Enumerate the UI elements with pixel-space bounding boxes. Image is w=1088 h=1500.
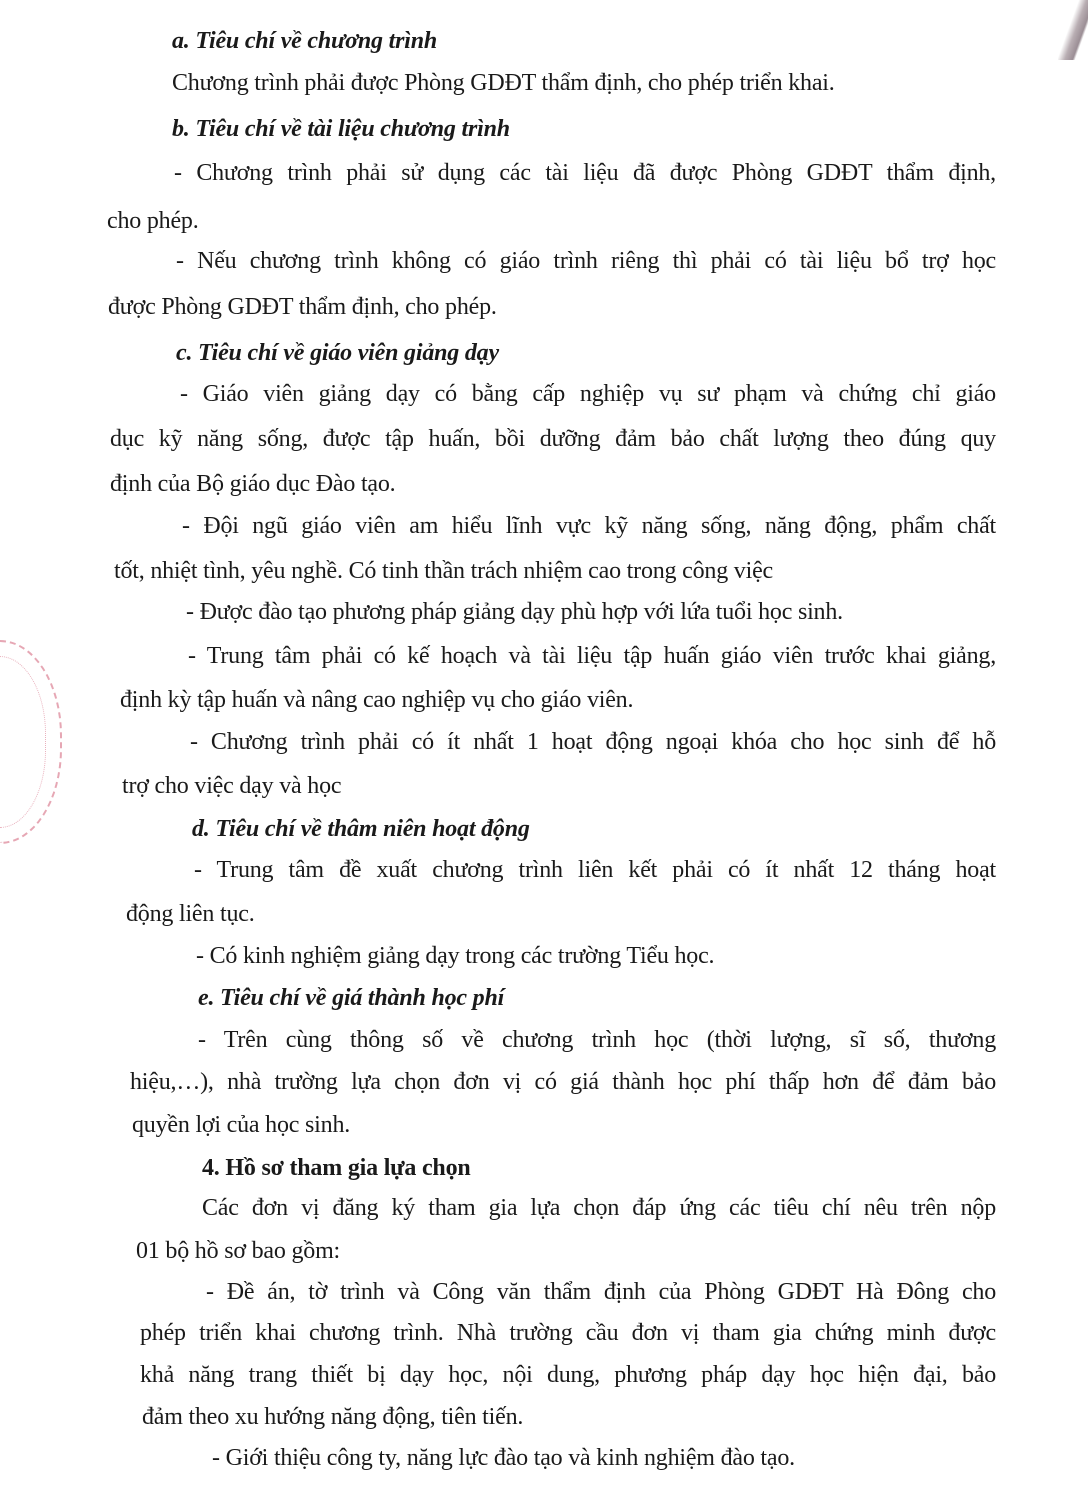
section-c-line: định của Bộ giáo dục Đào tạo. [110, 471, 396, 497]
section-c-line: - Trung tâm phải có kế hoạch và tài liệu tập huấn giáo viên trước khai giảng, [188, 643, 996, 669]
section-e-line: - Trên cùng thông số về chương trình học (thời lượng, sĩ số, thương [198, 1027, 996, 1053]
section-4-line: đảm theo xu hướng năng động, tiên tiến. [142, 1404, 524, 1430]
section-4-heading: 4. Hồ sơ tham gia lựa chọn [202, 1155, 471, 1181]
section-c-line: tốt, nhiệt tình, yêu nghề. Có tinh thần trách nhiệm cao trong công việc [114, 558, 773, 584]
section-b-heading: b. Tiêu chí về tài liệu chương trình [172, 116, 510, 142]
section-d-line: - Trung tâm đề xuất chương trình liên kết phải có ít nhất 12 tháng hoạt [194, 857, 996, 883]
section-c-line: dục kỹ năng sống, được tập huấn, bồi dưỡng đảm bảo chất lượng theo đúng quy [110, 426, 996, 452]
section-4-line: khả năng trang thiết bị dạy học, nội dung, phương pháp dạy học hiện đại, bảo [140, 1362, 996, 1388]
section-b-line: được Phòng GDĐT thẩm định, cho phép. [108, 294, 497, 320]
section-c-line: - Giáo viên giảng dạy có bằng cấp nghiệp vụ sư phạm và chứng chỉ giáo [180, 381, 996, 407]
section-e-line: quyền lợi của học sinh. [132, 1112, 351, 1138]
section-e-line: hiệu,…), nhà trường lựa chọn đơn vị có giá thành học phí thấp hơn để đảm bảo [130, 1069, 996, 1095]
section-c-line: - Đội ngũ giáo viên am hiểu lĩnh vực kỹ năng sống, năng động, phẩm chất [182, 513, 996, 539]
section-c-line: định kỳ tập huấn và nâng cao nghiệp vụ cho giáo viên. [120, 687, 634, 713]
section-c-line: - Chương trình phải có ít nhất 1 hoạt động ngoại khóa cho học sinh để hỗ [190, 729, 996, 755]
section-c-line: - Được đào tạo phương pháp giảng dạy phù hợp với lứa tuổi học sinh. [186, 599, 843, 625]
section-4-line: - Giới thiệu công ty, năng lực đào tạo và kinh nghiệm đào tạo. [212, 1445, 795, 1471]
section-d-heading: d. Tiêu chí về thâm niên hoạt động [192, 816, 530, 842]
section-d-line: động liên tục. [126, 901, 255, 927]
section-4-line: - Đề án, tờ trình và Công văn thẩm định của Phòng GDĐT Hà Đông cho [206, 1279, 996, 1305]
section-b-line: cho phép. [107, 208, 199, 234]
section-e-heading: e. Tiêu chí về giá thành học phí [198, 985, 505, 1011]
section-4-line: Các đơn vị đăng ký tham gia lựa chọn đáp ứng các tiêu chí nêu trên nộp [202, 1195, 996, 1221]
section-c-heading: c. Tiêu chí về giáo viên giảng dạy [176, 340, 499, 366]
section-c-line: trợ cho việc dạy và học [122, 773, 342, 799]
section-b-line: - Nếu chương trình không có giáo trình riêng thì phải có tài liệu bổ trợ học [176, 248, 996, 274]
section-a-line: Chương trình phải được Phòng GDĐT thẩm định, cho phép triển khai. [172, 70, 835, 96]
section-4-line: 01 bộ hồ sơ bao gồm: [136, 1238, 341, 1264]
red-stamp-seal [0, 640, 62, 844]
page-corner-shadow [1058, 0, 1088, 60]
section-4-line: phép triển khai chương trình. Nhà trường cầu đơn vị tham gia chứng minh được [140, 1320, 996, 1346]
section-d-line: - Có kinh nghiệm giảng dạy trong các trường Tiểu học. [196, 943, 715, 969]
section-a-heading: a. Tiêu chí về chương trình [172, 28, 437, 54]
section-b-line: - Chương trình phải sử dụng các tài liệu đã được Phòng GDĐT thẩm định, [174, 160, 996, 186]
